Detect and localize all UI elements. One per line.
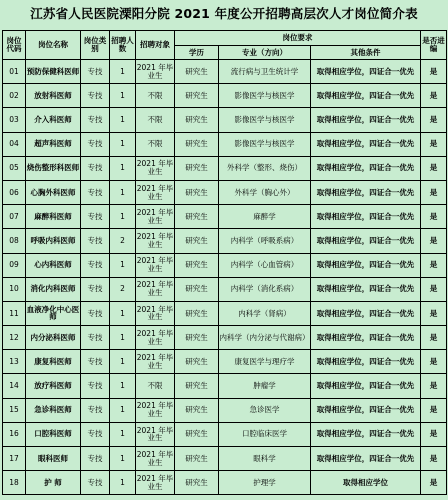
table-row — [3, 205, 447, 229]
cell-count: 1 — [110, 60, 136, 84]
cell-education: 研究生 — [175, 60, 219, 84]
cell-entrance: 是 — [421, 398, 447, 422]
cell-post-name: 心胸外科医师 — [26, 180, 81, 204]
cell-post-code: 02 — [3, 84, 26, 108]
header-post-type: 岗位类别 — [81, 31, 110, 60]
cell-count: 1 — [110, 447, 136, 471]
cell-education: 研究生 — [175, 132, 219, 156]
cell-target: 2021 年毕业生 — [136, 253, 175, 277]
cell-target: 2021 年毕业生 — [136, 180, 175, 204]
cell-major: 口腔临床医学 — [219, 422, 311, 446]
cell-post-code: 07 — [3, 205, 26, 229]
cell-other: 取得相应学位，四证合一优先 — [311, 205, 421, 229]
cell-post-name: 预防保健科医师 — [26, 60, 81, 84]
cell-entrance: 是 — [421, 60, 447, 84]
cell-entrance: 是 — [421, 229, 447, 253]
cell-major: 外科学（胸心外） — [219, 180, 311, 204]
cell-major: 影像医学与核医学 — [219, 132, 311, 156]
cell-education: 研究生 — [175, 156, 219, 180]
cell-count: 1 — [110, 326, 136, 350]
cell-count: 1 — [110, 301, 136, 325]
cell-post-code: 12 — [3, 326, 26, 350]
cell-education: 研究生 — [175, 205, 219, 229]
cell-education: 研究生 — [175, 253, 219, 277]
cell-post-name: 康复科医师 — [26, 350, 81, 374]
table-row — [3, 229, 447, 253]
header-major: 专业（方向） — [219, 46, 311, 60]
cell-target: 2021 年毕业生 — [136, 229, 175, 253]
cell-post-code: 09 — [3, 253, 26, 277]
cell-post-name: 眼科医师 — [26, 447, 81, 471]
cell-post-code: 04 — [3, 132, 26, 156]
cell-post-code: 14 — [3, 374, 26, 398]
table-row — [3, 132, 447, 156]
cell-count: 1 — [110, 422, 136, 446]
cell-major: 麻醉学 — [219, 205, 311, 229]
table-row — [3, 326, 447, 350]
cell-target: 不限 — [136, 108, 175, 132]
cell-major: 内科学（呼吸系病） — [219, 229, 311, 253]
cell-major: 内科学（消化系病） — [219, 277, 311, 301]
cell-post-code: 10 — [3, 277, 26, 301]
cell-post-name: 超声科医师 — [26, 132, 81, 156]
cell-count: 1 — [110, 84, 136, 108]
cell-count: 1 — [110, 108, 136, 132]
table-row — [3, 374, 447, 398]
table-row — [3, 350, 447, 374]
cell-post-type: 专技 — [81, 277, 110, 301]
table-row — [3, 422, 447, 446]
cell-post-name: 烧伤整形科医师 — [26, 156, 81, 180]
cell-post-type: 专技 — [81, 180, 110, 204]
cell-other: 取得相应学位，四证合一优先 — [311, 277, 421, 301]
cell-post-name: 护 师 — [26, 471, 81, 495]
cell-post-type: 专技 — [81, 374, 110, 398]
cell-target: 不限 — [136, 374, 175, 398]
cell-entrance: 是 — [421, 205, 447, 229]
header-education: 学历 — [175, 46, 219, 60]
cell-target: 不限 — [136, 132, 175, 156]
cell-education: 研究生 — [175, 398, 219, 422]
table-row — [3, 447, 447, 471]
document-title: 江苏省人民医院溧阳分院 2021 年度公开招聘高层次人才岗位简介表 — [30, 6, 418, 21]
cell-entrance: 是 — [421, 350, 447, 374]
cell-other: 取得相应学位，四证合一优先 — [311, 326, 421, 350]
cell-post-code: 15 — [3, 398, 26, 422]
cell-other: 取得相应学位，四证合一优先 — [311, 374, 421, 398]
cell-other: 取得相应学位，四证合一优先 — [311, 253, 421, 277]
cell-major: 外科学（整形、烧伤） — [219, 156, 311, 180]
table-row — [3, 108, 447, 132]
cell-count: 1 — [110, 132, 136, 156]
cell-post-code: 18 — [3, 471, 26, 495]
cell-entrance: 是 — [421, 180, 447, 204]
cell-other: 取得相应学位，四证合一优先 — [311, 156, 421, 180]
cell-entrance: 是 — [421, 132, 447, 156]
cell-post-type: 专技 — [81, 156, 110, 180]
cell-major: 康复医学与理疗学 — [219, 350, 311, 374]
cell-education: 研究生 — [175, 84, 219, 108]
header-entrance: 是否进编 — [421, 31, 447, 60]
header-other: 其他条件 — [311, 46, 421, 60]
cell-major: 内科学（心血管病） — [219, 253, 311, 277]
cell-post-type: 专技 — [81, 471, 110, 495]
cell-post-type: 专技 — [81, 229, 110, 253]
table-row — [3, 180, 447, 204]
cell-post-name: 内分泌科医师 — [26, 326, 81, 350]
cell-major: 眼科学 — [219, 447, 311, 471]
cell-entrance: 是 — [421, 156, 447, 180]
cell-education: 研究生 — [175, 326, 219, 350]
cell-post-name: 心内科医师 — [26, 253, 81, 277]
cell-other: 取得相应学位，四证合一优先 — [311, 180, 421, 204]
cell-post-type: 专技 — [81, 398, 110, 422]
cell-target: 2021 年毕业生 — [136, 422, 175, 446]
table-row — [3, 156, 447, 180]
cell-post-type: 专技 — [81, 422, 110, 446]
cell-entrance: 是 — [421, 108, 447, 132]
cell-post-name: 介入科医师 — [26, 108, 81, 132]
cell-count: 1 — [110, 253, 136, 277]
cell-entrance: 是 — [421, 374, 447, 398]
cell-post-type: 专技 — [81, 350, 110, 374]
header-post-name: 岗位名称 — [26, 31, 81, 60]
cell-target: 2021 年毕业生 — [136, 205, 175, 229]
cell-count: 1 — [110, 156, 136, 180]
cell-post-name: 血液净化中心医师 — [26, 301, 81, 325]
cell-other: 取得相应学位，四证合一优先 — [311, 301, 421, 325]
cell-post-type: 专技 — [81, 60, 110, 84]
cell-entrance: 是 — [421, 326, 447, 350]
cell-major: 护理学 — [219, 471, 311, 495]
cell-other: 取得相应学位，四证合一优先 — [311, 398, 421, 422]
cell-entrance: 是 — [421, 277, 447, 301]
cell-entrance: 是 — [421, 422, 447, 446]
cell-entrance: 是 — [421, 253, 447, 277]
cell-count: 1 — [110, 205, 136, 229]
cell-post-type: 专技 — [81, 205, 110, 229]
cell-target: 2021 年毕业生 — [136, 301, 175, 325]
cell-education: 研究生 — [175, 374, 219, 398]
cell-target: 2021 年毕业生 — [136, 350, 175, 374]
cell-count: 1 — [110, 180, 136, 204]
cell-entrance: 是 — [421, 447, 447, 471]
cell-post-name: 口腔科医师 — [26, 422, 81, 446]
cell-major: 肿瘤学 — [219, 374, 311, 398]
cell-count: 1 — [110, 398, 136, 422]
cell-education: 研究生 — [175, 229, 219, 253]
cell-education: 研究生 — [175, 277, 219, 301]
cell-other: 取得相应学位，四证合一优先 — [311, 422, 421, 446]
cell-post-code: 11 — [3, 301, 26, 325]
cell-post-name: 放疗科医师 — [26, 374, 81, 398]
cell-post-code: 16 — [3, 422, 26, 446]
cell-post-code: 08 — [3, 229, 26, 253]
header-count: 招聘人数 — [110, 31, 136, 60]
table-row — [3, 471, 447, 495]
cell-count: 2 — [110, 277, 136, 301]
cell-post-name: 麻醉科医师 — [26, 205, 81, 229]
cell-post-type: 专技 — [81, 253, 110, 277]
cell-post-name: 放射科医师 — [26, 84, 81, 108]
header-post-code: 岗位代码 — [3, 31, 26, 60]
table-row — [3, 301, 447, 325]
cell-education: 研究生 — [175, 471, 219, 495]
cell-education: 研究生 — [175, 108, 219, 132]
cell-other: 取得相应学位，四证合一优先 — [311, 108, 421, 132]
cell-post-type: 专技 — [81, 132, 110, 156]
cell-target: 2021 年毕业生 — [136, 398, 175, 422]
cell-target: 2021 年毕业生 — [136, 277, 175, 301]
cell-other: 取得相应学位，四证合一优先 — [311, 60, 421, 84]
cell-major: 影像医学与核医学 — [219, 108, 311, 132]
cell-post-code: 17 — [3, 447, 26, 471]
cell-post-type: 专技 — [81, 447, 110, 471]
cell-other: 取得相应学位，四证合一优先 — [311, 84, 421, 108]
cell-post-code: 05 — [3, 156, 26, 180]
cell-target: 2021 年毕业生 — [136, 156, 175, 180]
cell-post-code: 03 — [3, 108, 26, 132]
cell-major: 影像医学与核医学 — [219, 84, 311, 108]
cell-count: 1 — [110, 471, 136, 495]
cell-post-type: 专技 — [81, 108, 110, 132]
header-target: 招聘对象 — [136, 31, 175, 60]
cell-target: 不限 — [136, 84, 175, 108]
cell-count: 1 — [110, 374, 136, 398]
cell-post-type: 专技 — [81, 84, 110, 108]
cell-entrance: 是 — [421, 471, 447, 495]
cell-education: 研究生 — [175, 350, 219, 374]
cell-entrance: 是 — [421, 84, 447, 108]
cell-education: 研究生 — [175, 301, 219, 325]
cell-major: 流行病与卫生统计学 — [219, 60, 311, 84]
cell-target: 2021 年毕业生 — [136, 60, 175, 84]
cell-other: 取得相应学位，四证合一优先 — [311, 132, 421, 156]
cell-target: 2021 年毕业生 — [136, 471, 175, 495]
cell-post-code: 01 — [3, 60, 26, 84]
cell-target: 2021 年毕业生 — [136, 447, 175, 471]
cell-count: 1 — [110, 350, 136, 374]
cell-post-name: 呼吸内科医师 — [26, 229, 81, 253]
cell-major: 内科学（内分泌与代谢病） — [219, 326, 311, 350]
cell-entrance: 是 — [421, 301, 447, 325]
cell-other: 取得相应学位 — [311, 471, 421, 495]
cell-count: 2 — [110, 229, 136, 253]
cell-post-code: 13 — [3, 350, 26, 374]
cell-post-type: 专技 — [81, 326, 110, 350]
table-row — [3, 253, 447, 277]
cell-education: 研究生 — [175, 447, 219, 471]
cell-major: 急诊医学 — [219, 398, 311, 422]
cell-other: 取得相应学位，四证合一优先 — [311, 350, 421, 374]
cell-post-type: 专技 — [81, 301, 110, 325]
cell-education: 研究生 — [175, 180, 219, 204]
recruitment-table — [2, 30, 447, 495]
cell-major: 内科学（肾病） — [219, 301, 311, 325]
cell-post-name: 消化内科医师 — [26, 277, 81, 301]
table-row — [3, 84, 447, 108]
header-requirements: 岗位要求 — [175, 31, 421, 46]
table-row — [3, 277, 447, 301]
table-body — [3, 60, 447, 495]
cell-other: 取得相应学位，四证合一优先 — [311, 447, 421, 471]
cell-post-name: 急诊科医师 — [26, 398, 81, 422]
table-row — [3, 398, 447, 422]
cell-target: 2021 年毕业生 — [136, 326, 175, 350]
cell-other: 取得相应学位，四证合一优先 — [311, 229, 421, 253]
cell-education: 研究生 — [175, 422, 219, 446]
cell-post-code: 06 — [3, 180, 26, 204]
table-row — [3, 60, 447, 84]
